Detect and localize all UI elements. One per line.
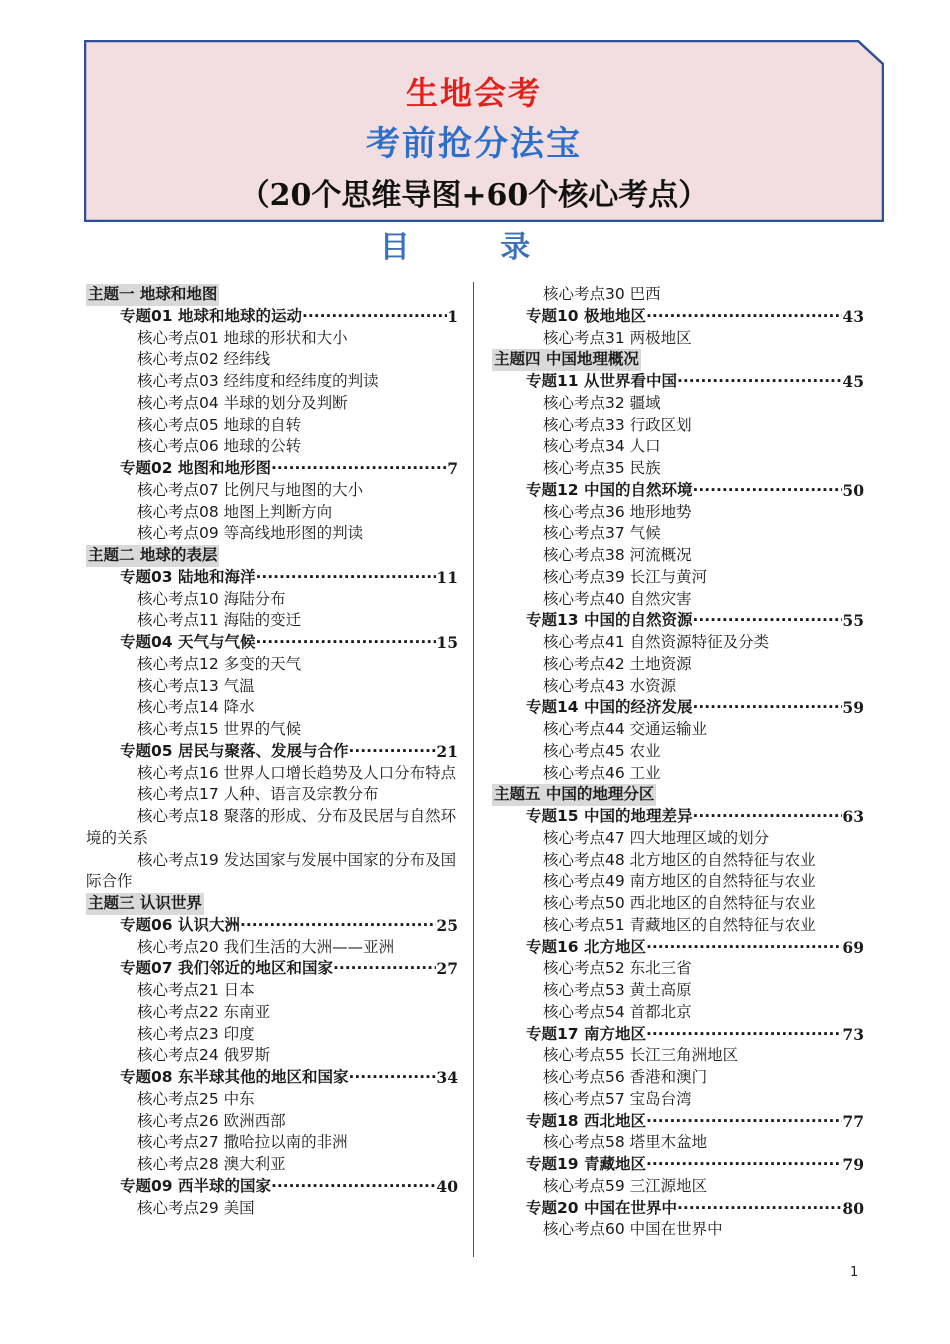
toc-core-point: 核心考点13 气温 — [137, 676, 255, 695]
toc-topic — [86, 284, 458, 306]
toc-core-point: 核心考点32 疆域 — [543, 393, 661, 412]
special-label: 专题01 地球和地球的运动 — [120, 306, 302, 325]
toc-core-point: 核心考点42 土地资源 — [543, 654, 692, 673]
toc-core-point: 核心考点28 澳大利亚 — [137, 1155, 286, 1173]
toc-core-point: 核心考点12 多变的天气 — [137, 654, 302, 673]
toc-core-point: 核心考点50 西北地区的自然特征与农业 — [543, 894, 816, 912]
toc-core-point: 核心考点46 工业 — [543, 763, 661, 782]
toc-core-point: 核心考点24 俄罗斯 — [137, 1046, 271, 1065]
topic-label: 主题五 中国的地理分区 — [492, 784, 656, 806]
toc-core-point: 核心考点04 半球的划分及判断 — [137, 393, 348, 412]
toc-core-point: 核心考点56 香港和澳门 — [543, 1068, 708, 1086]
special-page-number: 45 — [842, 372, 864, 391]
toc-core-point: 核心考点08 地图上判断方向 — [137, 502, 333, 521]
toc-core-point: 核心考点15 世界的气候 — [137, 720, 302, 738]
toc-special-entry[interactable] — [492, 806, 864, 828]
special-label: 专题12 中国的自然环境 — [526, 480, 693, 499]
toc-core-point: 核心考点30 巴西 — [543, 285, 661, 303]
special-page-number: 40 — [436, 1176, 458, 1196]
toc-core-point: 核心考点41 自然资源特征及分类 — [543, 633, 770, 651]
toc-special-entry[interactable] — [492, 610, 864, 632]
special-page-number: 34 — [436, 1068, 458, 1087]
toc-core-point: 核心考点36 地形地势 — [543, 502, 692, 521]
leader-dots — [255, 632, 436, 654]
toc-core-point: 核心考点16 世界人口增长趋势及人口分布特点 — [137, 763, 457, 782]
toc-core-point: 核心考点02 经纬线 — [137, 350, 271, 369]
banner-tagline: （20个思维导图+60个核心考点） — [239, 178, 709, 213]
toc-core-point: 核心考点26 欧洲西部 — [137, 1111, 286, 1130]
toc-special-entry[interactable] — [86, 632, 458, 654]
toc-special-entry[interactable] — [86, 958, 458, 980]
toc-core-point: 核心考点39 长江与黄河 — [543, 567, 708, 586]
special-label: 专题04 天气与气候 — [120, 633, 256, 651]
leader-dots — [646, 1154, 842, 1176]
special-label: 专题06 认识大洲 — [120, 915, 240, 934]
column-divider — [473, 282, 474, 1257]
toc-core-point: 核心考点06 地球的公转 — [137, 437, 302, 456]
toc-special-entry[interactable] — [492, 697, 864, 719]
leader-dots — [677, 371, 842, 393]
leader-dots — [255, 567, 436, 589]
topic-label: 主题四 中国地理概况 — [492, 349, 641, 371]
toc-special-entry[interactable] — [86, 567, 458, 589]
banner-title: 生地会考 — [405, 74, 542, 112]
toc-core-point: 核心考点18 聚落的形成、分布及民居与自然环境的关系 — [86, 807, 457, 847]
toc-core-point: 核心考点10 海陆分布 — [137, 589, 286, 608]
toc-core-point: 核心考点45 农业 — [543, 741, 661, 760]
special-label: 专题14 中国的经济发展 — [526, 698, 693, 717]
page-number: 1 — [850, 1265, 859, 1280]
leader-dots — [333, 958, 436, 980]
toc-special-entry[interactable] — [492, 371, 864, 393]
special-page-number: 7 — [447, 459, 458, 478]
special-label: 专题16 北方地区 — [526, 937, 646, 956]
toc-special-entry[interactable] — [492, 937, 864, 959]
leader-dots — [302, 306, 447, 328]
special-page-number: 25 — [436, 915, 458, 935]
toc-topic — [86, 545, 458, 567]
toc-core-point: 核心考点11 海陆的变迁 — [137, 611, 302, 630]
special-label: 专题19 青藏地区 — [526, 1155, 646, 1173]
leader-dots — [271, 458, 447, 480]
toc-core-point: 核心考点23 印度 — [137, 1024, 255, 1043]
toc-special-entry[interactable] — [86, 1176, 458, 1198]
toc-special-entry[interactable] — [86, 741, 458, 763]
toc-core-point: 核心考点21 日本 — [137, 981, 255, 999]
toc-special-entry[interactable] — [492, 480, 864, 502]
special-label: 专题05 居民与聚落、发展与合作 — [120, 741, 349, 760]
toc-core-point: 核心考点37 气候 — [543, 524, 661, 543]
toc-core-point: 核心考点59 三江源地区 — [543, 1176, 708, 1195]
topic-label: 主题三 认识世界 — [86, 893, 204, 915]
special-label: 专题20 中国在世界中 — [526, 1198, 677, 1217]
special-page-number: 55 — [842, 611, 864, 631]
leader-dots — [646, 1024, 842, 1046]
toc-core-point: 核心考点17 人种、语言及宗教分布 — [137, 785, 379, 804]
special-page-number: 43 — [842, 306, 864, 326]
toc-core-point: 核心考点25 中东 — [137, 1089, 255, 1108]
toc-core-point: 核心考点38 河流概况 — [543, 546, 692, 564]
leader-dots — [348, 1067, 436, 1089]
toc-core-point: 核心考点54 首都北京 — [543, 1002, 692, 1021]
topic-label: 主题一 地球和地图 — [86, 284, 219, 306]
special-page-number: 11 — [436, 567, 458, 587]
toc-core-point: 核心考点43 水资源 — [543, 676, 677, 695]
toc-special-entry[interactable] — [86, 306, 458, 328]
toc-core-point: 核心考点29 美国 — [137, 1198, 255, 1217]
toc-core-point: 核心考点31 两极地区 — [543, 328, 692, 347]
toc-core-point: 核心考点58 塔里木盆地 — [543, 1133, 708, 1152]
special-page-number: 79 — [842, 1155, 864, 1174]
topic-label: 主题二 地球的表层 — [86, 545, 219, 567]
toc-core-point: 核心考点60 中国在世界中 — [543, 1220, 723, 1239]
special-label: 专题13 中国的自然资源 — [526, 611, 693, 630]
toc-core-point: 核心考点05 地球的自转 — [137, 415, 302, 434]
toc-core-point: 核心考点49 南方地区的自然特征与农业 — [543, 872, 816, 891]
special-page-number: 59 — [842, 698, 864, 718]
toc-core-point: 核心考点52 东北三省 — [543, 959, 692, 978]
special-label: 专题11 从世界看中国 — [526, 372, 677, 390]
toc-core-point: 核心考点03 经纬度和经纬度的判读 — [137, 372, 379, 390]
toc-core-point: 核心考点33 行政区划 — [543, 415, 692, 434]
toc-special-entry[interactable] — [86, 458, 458, 480]
toc-topic — [492, 784, 864, 806]
special-page-number: 1 — [447, 306, 458, 326]
toc-core-point: 核心考点09 等高线地形图的判读 — [137, 524, 364, 543]
special-label: 专题02 地图和地形图 — [120, 459, 271, 477]
toc-special-entry[interactable] — [492, 1198, 864, 1220]
special-page-number: 77 — [842, 1111, 864, 1131]
toc-special-entry[interactable] — [86, 1067, 458, 1089]
toc-core-point: 核心考点34 人口 — [543, 437, 661, 456]
toc-left-column — [86, 284, 458, 1219]
special-label: 专题08 东半球其他的地区和国家 — [120, 1068, 349, 1086]
leader-dots — [646, 306, 842, 328]
toc-core-point: 核心考点07 比例尺与地图的大小 — [137, 480, 364, 499]
leader-dots — [692, 697, 842, 719]
leader-dots — [240, 915, 436, 937]
toc-core-point: 核心考点55 长江三角洲地区 — [543, 1046, 739, 1065]
toc-core-point: 核心考点01 地球的形状和大小 — [137, 328, 348, 347]
toc-core-point: 核心考点35 民族 — [543, 459, 661, 477]
toc-right-column — [492, 284, 864, 1241]
toc-special-entry[interactable] — [492, 1024, 864, 1046]
toc-core-point: 核心考点22 东南亚 — [137, 1002, 271, 1021]
toc-core-point: 核心考点47 四大地理区域的划分 — [543, 828, 770, 847]
leader-dots — [646, 937, 842, 959]
leader-dots — [692, 806, 842, 828]
toc-core-point: 核心考点27 撒哈拉以南的非洲 — [137, 1133, 348, 1152]
leader-dots — [348, 741, 436, 763]
toc-special-entry[interactable] — [492, 1154, 864, 1176]
special-label: 专题15 中国的地理差异 — [526, 807, 693, 825]
toc-topic — [86, 893, 458, 915]
special-label: 专题17 南方地区 — [526, 1024, 646, 1043]
special-page-number: 15 — [436, 633, 458, 652]
leader-dots — [692, 610, 842, 632]
toc-core-point: 核心考点14 降水 — [137, 698, 255, 717]
special-label: 专题18 西北地区 — [526, 1111, 646, 1130]
toc-special-entry[interactable] — [86, 915, 458, 937]
toc-special-entry[interactable] — [492, 306, 864, 328]
special-page-number: 63 — [842, 807, 864, 826]
leader-dots — [271, 1176, 436, 1198]
leader-dots — [677, 1198, 842, 1220]
toc-special-entry[interactable] — [492, 1111, 864, 1133]
special-page-number: 73 — [842, 1024, 864, 1044]
special-label: 专题07 我们邻近的地区和国家 — [120, 959, 333, 978]
special-label: 专题09 西半球的国家 — [120, 1176, 271, 1195]
special-label: 专题10 极地地区 — [526, 306, 646, 325]
special-page-number: 50 — [842, 480, 864, 500]
toc-core-point: 核心考点20 我们生活的大洲——亚洲 — [137, 937, 395, 956]
toc-core-point: 核心考点53 黄土高原 — [543, 981, 692, 999]
special-page-number: 27 — [436, 959, 458, 979]
toc-topic — [492, 349, 864, 371]
toc-core-point: 核心考点57 宝岛台湾 — [543, 1089, 692, 1108]
special-page-number: 21 — [436, 741, 458, 761]
toc-core-point: 核心考点19 发达国家与发展中国家的分布及国际合作 — [86, 850, 457, 891]
special-label: 专题03 陆地和海洋 — [120, 567, 256, 586]
banner-subtitle: 考前抢分法宝 — [366, 124, 582, 164]
toc-core-point: 核心考点48 北方地区的自然特征与农业 — [543, 850, 816, 869]
special-page-number: 69 — [842, 937, 864, 957]
special-page-number: 80 — [842, 1198, 864, 1218]
leader-dots — [646, 1111, 842, 1133]
toc-heading: 目 录 — [379, 230, 571, 265]
toc-core-point: 核心考点40 自然灾害 — [543, 589, 692, 608]
toc-core-point: 核心考点44 交通运输业 — [543, 720, 708, 738]
leader-dots — [692, 480, 842, 502]
toc-core-point: 核心考点51 青藏地区的自然特征与农业 — [543, 915, 816, 934]
